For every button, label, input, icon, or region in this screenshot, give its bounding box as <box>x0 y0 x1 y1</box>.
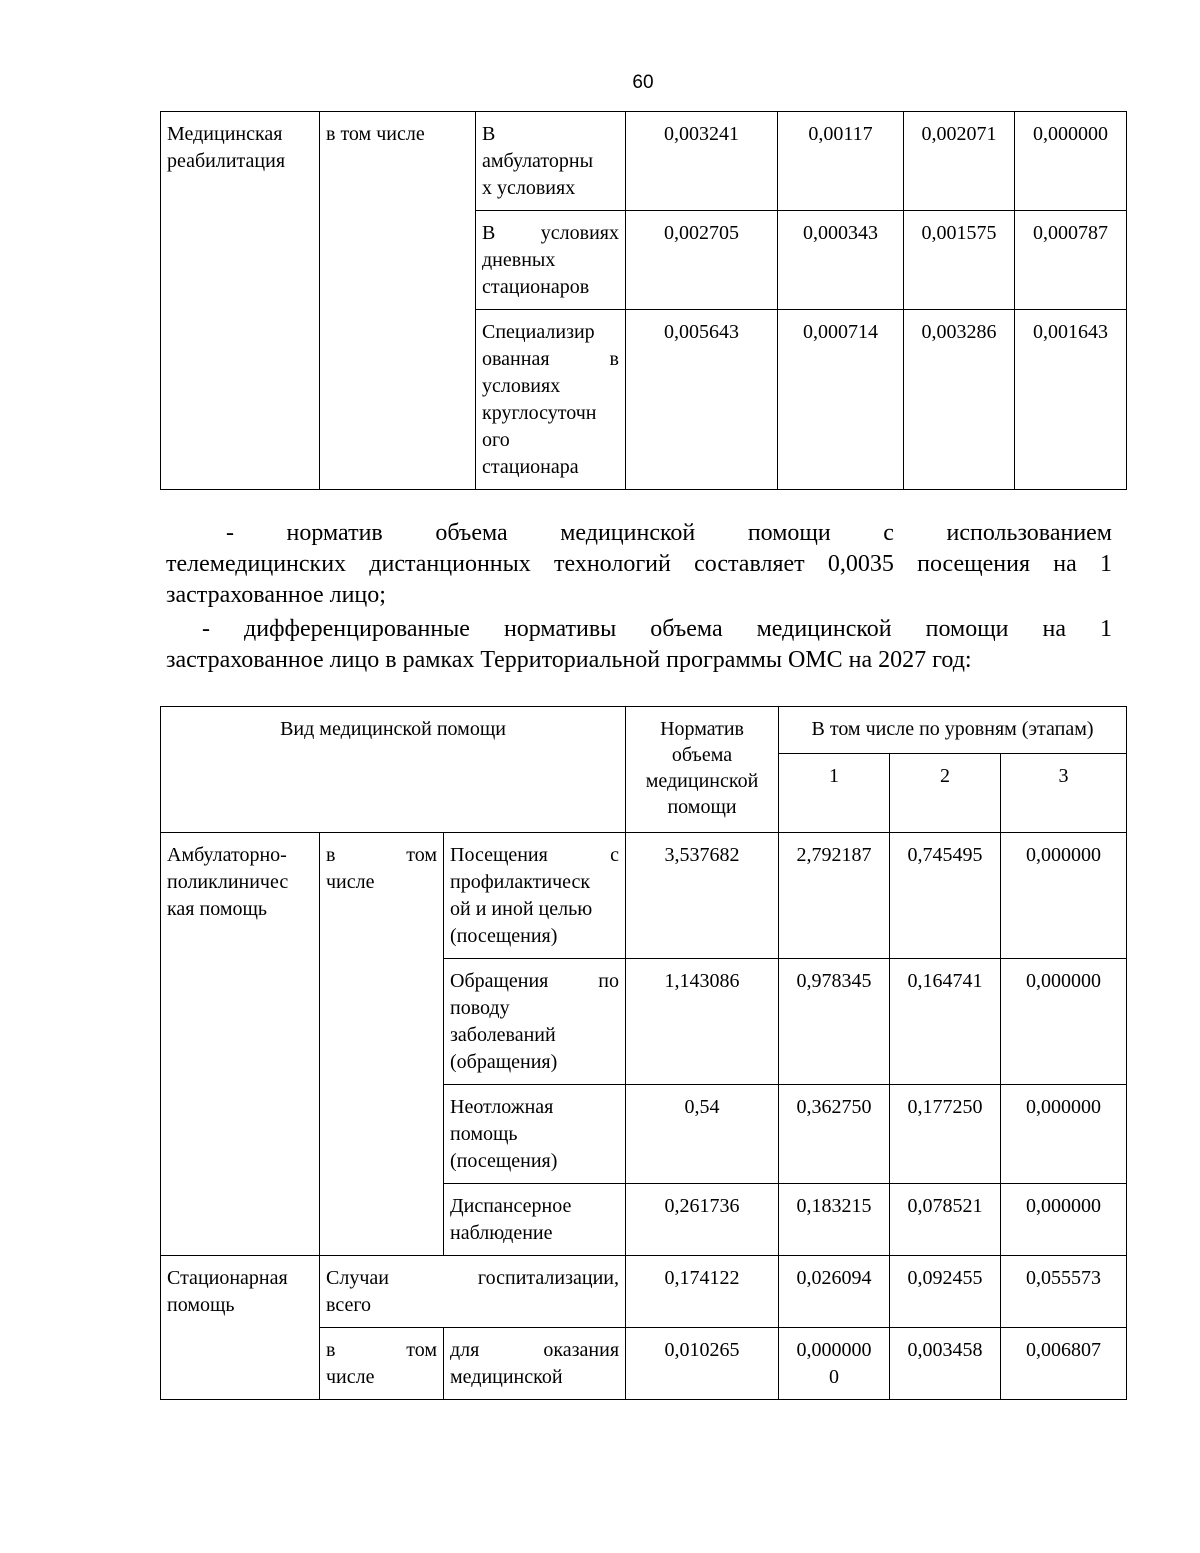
value-cell: 0,183215 <box>779 1184 890 1256</box>
group-cell: Стационарная помощь <box>161 1256 320 1400</box>
levels-header: В том числе по уровням (этапам) <box>779 707 1127 754</box>
level-header: 3 <box>1001 754 1127 833</box>
value-cell: 0,745495 <box>890 833 1001 959</box>
value-cell: 0,000000 <box>1001 959 1127 1085</box>
row-label-cell: Диспансерное наблюдение <box>444 1184 626 1256</box>
row-label-cell: Обращения по поводу заболеваний (обращения) <box>444 959 626 1085</box>
value-cell: 0,078521 <box>890 1184 1001 1256</box>
row-label-cell: Случаи госпитализации, всего <box>320 1256 626 1328</box>
value-cell: 0,164741 <box>890 959 1001 1085</box>
value-cell: 0,261736 <box>626 1184 779 1256</box>
table-row <box>161 112 1127 211</box>
value-cell: 3,537682 <box>626 833 779 959</box>
value-cell: 2,792187 <box>779 833 890 959</box>
table-row <box>161 1256 1127 1328</box>
value-cell: 0,000000 <box>1015 112 1127 211</box>
value-cell: 0,000787 <box>1015 211 1127 310</box>
value-cell: 0,026094 <box>779 1256 890 1328</box>
value-cell: 0,003241 <box>626 112 778 211</box>
telemedicine-paragraph: - норматив объема медицинской помощи с использованием телемедицинских дистанционных технологий составляет 0,0035 посещения на 1 застрахованное лицо; <box>166 520 1112 608</box>
header-row <box>161 707 1127 754</box>
group-cell: Медицинская реабилитация <box>161 112 320 490</box>
value-cell: 0,055573 <box>1001 1256 1127 1328</box>
level-header: 2 <box>890 754 1001 833</box>
row-label-cell: В амбулаторны х условиях <box>476 112 626 211</box>
type-header: Вид медицинской помощи <box>161 707 626 833</box>
value-cell: 0,010265 <box>626 1328 779 1400</box>
subgroup-cell: в том числе <box>320 1328 444 1400</box>
table-row <box>161 833 1127 959</box>
value-cell: 0,092455 <box>890 1256 1001 1328</box>
norm-header: Норматив объема медицинской помощи <box>626 707 779 833</box>
value-cell: 0,003458 <box>890 1328 1001 1400</box>
value-cell: 0,006807 <box>1001 1328 1127 1400</box>
level-header: 1 <box>779 754 890 833</box>
value-cell: 0,000000 <box>1001 833 1127 959</box>
value-cell: 0,00117 <box>778 112 904 211</box>
value-cell: 0,000000 <box>1001 1184 1127 1256</box>
value-cell: 1,143086 <box>626 959 779 1085</box>
value-cell: 0,005643 <box>626 310 778 490</box>
value-cell: 0,54 <box>626 1085 779 1184</box>
row-label-cell: В условиях дневных стационаров <box>476 211 626 310</box>
value-cell: 0,362750 <box>779 1085 890 1184</box>
rehabilitation-table <box>160 111 1127 490</box>
group-cell: Амбулаторно- поликлиничес кая помощь <box>161 833 320 1256</box>
norms-2027-table <box>160 706 1127 1400</box>
value-cell: 0,000343 <box>778 211 904 310</box>
subgroup-cell: в том числе <box>320 833 444 1256</box>
value-cell: 0,174122 <box>626 1256 779 1328</box>
row-label-cell: Посещения с профилактическ ой и иной целью (посещения) <box>444 833 626 959</box>
row-label-cell: Неотложная помощь (посещения) <box>444 1085 626 1184</box>
value-cell: 0,001643 <box>1015 310 1127 490</box>
value-cell: 0,002705 <box>626 211 778 310</box>
differentiated-norms-paragraph: - дифференцированные нормативы объема медицинской помощи на 1 застрахованное лицо в рамках Территориальной программы ОМС на 2027 год: <box>166 616 1112 673</box>
value-cell: 0,177250 <box>890 1085 1001 1184</box>
value-cell: 0,003286 <box>904 310 1015 490</box>
value-cell: 0,000000 0 <box>779 1328 890 1400</box>
value-cell: 0,000000 <box>1001 1085 1127 1184</box>
row-label-cell: для оказания медицинской <box>444 1328 626 1400</box>
value-cell: 0,978345 <box>779 959 890 1085</box>
row-label-cell: Специализир ованная в условиях круглосуточн ого стационара <box>476 310 626 490</box>
value-cell: 0,002071 <box>904 112 1015 211</box>
page-number: 60 <box>632 72 654 93</box>
value-cell: 0,000714 <box>778 310 904 490</box>
value-cell: 0,001575 <box>904 211 1015 310</box>
subgroup-cell: в том числе <box>320 112 476 490</box>
